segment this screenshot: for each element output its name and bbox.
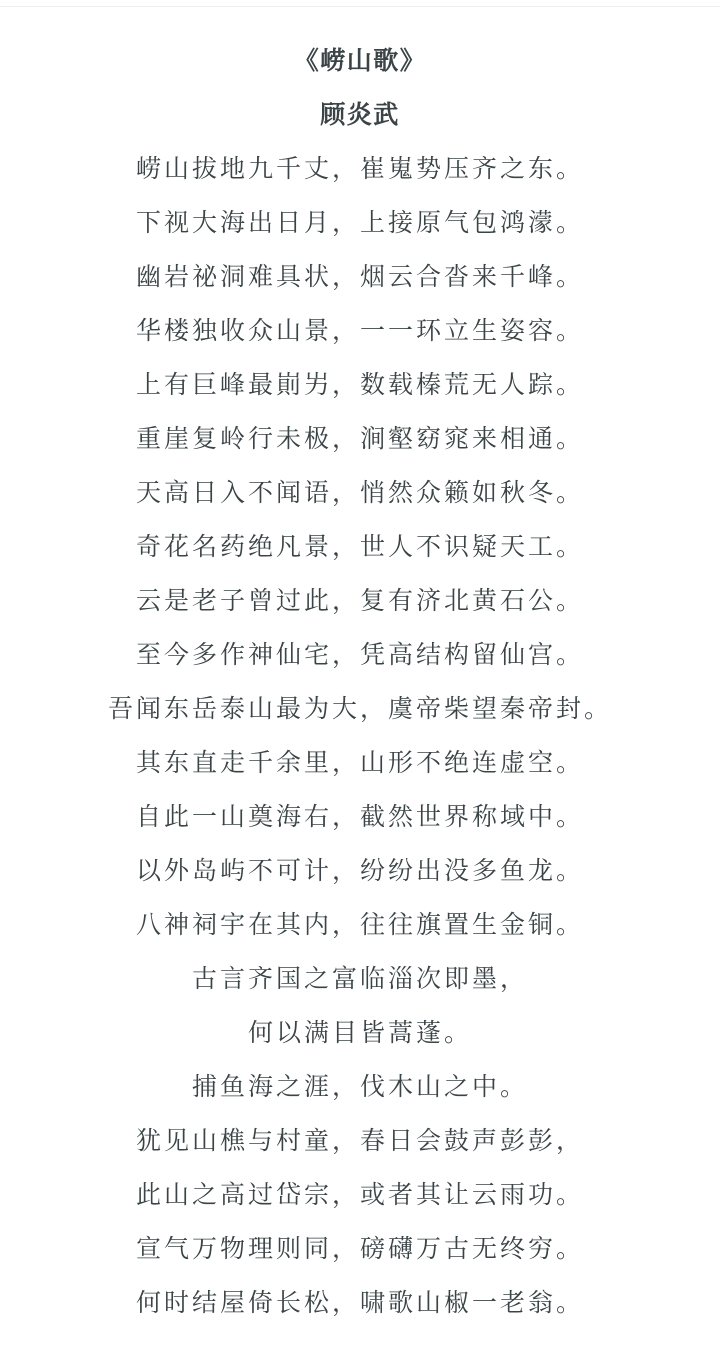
poem-line: 天高日入不闻语，悄然众籁如秋冬。	[135, 478, 584, 507]
poem-line: 其东直走千余里，山形不绝连虚空。	[135, 748, 584, 777]
poem-line: 重崖复岭行未极，涧壑窈窕来相通。	[135, 424, 584, 453]
poem-line: 上有巨峰最崱屴，数载榛荒无人踪。	[135, 370, 584, 399]
poem-line: 自此一山奠海右，截然世界称域中。	[135, 802, 584, 831]
poem-line: 云是老子曾过此，复有济北黄石公。	[135, 586, 584, 615]
poem-line: 古言齐国之富临淄次即墨，	[191, 964, 528, 993]
poem-title: 《崂山歌》	[293, 46, 427, 75]
poem-line: 至今多作神仙宅，凭高结构留仙宫。	[135, 640, 584, 669]
poem-line: 何以满目皆蒿蓬。	[247, 1018, 472, 1047]
poem-author: 顾炎武	[320, 100, 400, 129]
poem-line: 下视大海出日月，上接原气包鸿濛。	[135, 208, 584, 237]
poem-line: 以外岛屿不可计，纷纷出没多鱼龙。	[135, 856, 584, 885]
poem-line: 崂山拔地九千丈，崔嵬势压齐之东。	[135, 154, 584, 183]
poem-line: 吾闻东岳泰山最为大，虞帝柴望秦帝封。	[107, 694, 612, 723]
poem-line: 犹见山樵与村童，春日会鼓声彭彭，	[135, 1126, 584, 1155]
poem-line: 捕鱼海之涯，伐木山之中。	[191, 1072, 528, 1101]
poem-line: 何时结屋倚长松，啸歌山椒一老翁。	[135, 1288, 584, 1317]
poem-line: 此山之高过岱宗，或者其让云雨功。	[135, 1180, 584, 1209]
poem-line: 八神祠宇在其内，往往旗置生金铜。	[135, 910, 584, 939]
poem-line: 华楼独收众山景，一一环立生姿容。	[135, 316, 584, 345]
top-divider	[0, 6, 720, 7]
poem-line: 奇花名药绝凡景，世人不识疑天工。	[135, 532, 584, 561]
poem-line: 宣气万物理则同，磅礴万古无终穷。	[135, 1234, 584, 1263]
poem-line: 幽岩祕洞难具状，烟云合沓来千峰。	[135, 262, 584, 291]
